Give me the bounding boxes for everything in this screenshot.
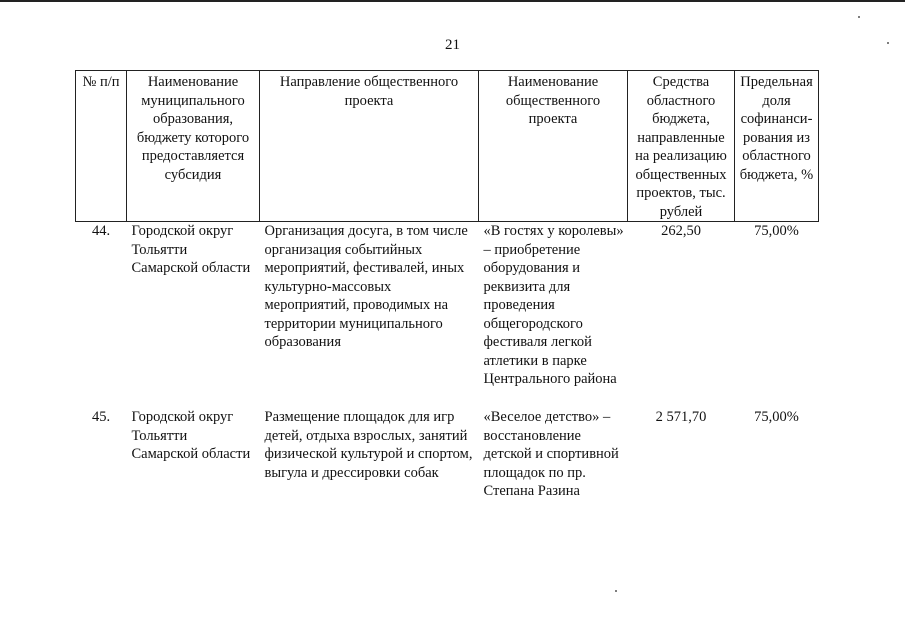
header-funds: Средства областного бюджета, направленные на реализацию общественных проектов, тыс. рублей — [628, 71, 735, 222]
header-municipality: Наименование муниципального образования, бюджету которого предоставляется субсидия — [127, 71, 260, 222]
row-share: 75,00% — [754, 409, 799, 425]
row-project: «В гостях у королевы» – приобретение оборудования и реквизита для проведения общегородского фестиваля легкой атлетики в парке Центрального района — [483, 223, 624, 387]
row-funds: 262,50 — [661, 223, 701, 239]
header-direction: Направление общественного проекта — [260, 71, 479, 222]
table-row — [76, 222, 819, 405]
table-header-row — [76, 71, 819, 222]
header-share: Предельная доля софинанси- рования из областного бюджета, % — [735, 71, 819, 222]
scan-speck — [858, 16, 860, 18]
scan-top-edge — [0, 0, 905, 2]
row-direction: Размещение площадок для игр детей, отдыха взрослых, занятий физической культурой и спортом, выгула и дрессировки собак — [264, 409, 473, 481]
row-num: 44. — [91, 223, 111, 239]
page-number: 21 — [445, 37, 460, 53]
scan-speck — [615, 590, 617, 592]
header-project: Наименование общественного проекта — [479, 71, 628, 222]
row-direction: Организация досуга, в том числе организация событийных мероприятий, фестивалей, иных культурно-массовых мероприятий, проводимых на территории муниципального образования — [264, 223, 468, 350]
row-municipality: Городской округ Тольятти Самарской области — [131, 409, 251, 462]
row-num: 45. — [91, 409, 111, 425]
row-share: 75,00% — [754, 223, 799, 239]
subsidy-table — [75, 70, 819, 501]
table-row — [76, 404, 819, 501]
row-municipality: Городской округ Тольятти Самарской области — [131, 223, 251, 276]
row-project: «Веселое детство» – восстановление детской и спортивной площадок по пр. Степана Разина — [483, 409, 619, 499]
row-funds: 2 571,70 — [655, 409, 707, 425]
header-num: № п/п — [76, 71, 127, 222]
